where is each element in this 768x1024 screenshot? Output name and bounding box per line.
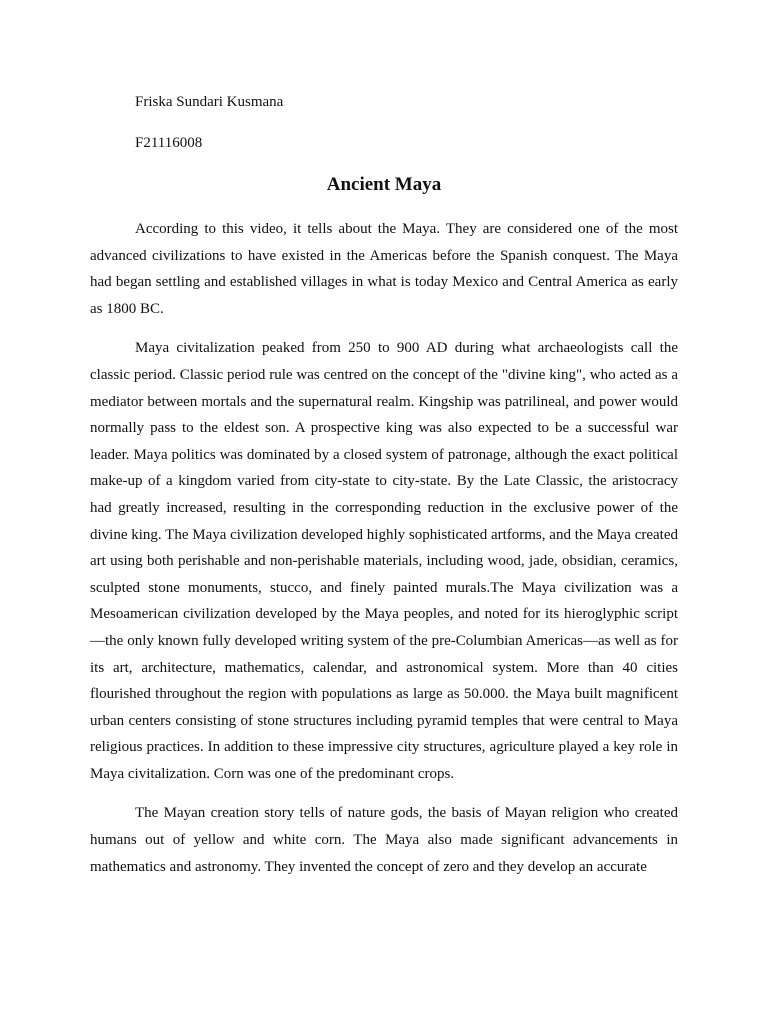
author-name: Friska Sundari Kusmana xyxy=(135,94,284,110)
paragraph-classic-period: Maya civitalization peaked from 250 to 900 AD during what archaeologists call the classic period. Classic period rule was centred on the concept of the "divine king", who acted as a mediator between mortals and the supernatural realm. Kingship was patrilineal, and power would normally pass to the eldest son. A prospective king was also expected to be a successful war leader. Maya politics was dominated by a closed system of patronage, although the exact political make-up of a kingdom varied from city-state to city-state. By the Late Classic, the aristocracy had greatly increased, resulting in the corresponding reduction in the exclusive power of the divine king. The Maya civilization developed highly sophisticated artforms, and the Maya created art using both perishable and non-perishable materials, including wood, jade, obsidian, ceramics, sculpted stone monuments, stucco, and finely painted murals.The Maya civilization was a Mesoamerican civilization developed by the Maya peoples, and noted for its hieroglyphic script—the only known fully developed writing system of the pre-Columbian Americas—as well as for its art, architecture, mathematics, calendar, and astronomical system. More than 40 cities flourished throughout the region with populations as large as 50.000. the Maya built magnificent urban centers consisting of stone structures including pyramid temples that were central to Maya religious practices. In addition to these impressive city structures, agriculture played a key role in Maya civitalization. Corn was one of the predominant crops. xyxy=(90,340,678,782)
document-body xyxy=(90,216,678,893)
document-title: Ancient Maya xyxy=(326,174,442,195)
paragraph-intro: According to this video, it tells about the Maya. They are considered one of the most advanced civilizations to have existed in the Americas before the Spanish conquest. The Maya had began settling and established villages in what is today Mexico and Central America as early as 1800 BC. xyxy=(90,221,678,317)
student-id: F21116008 xyxy=(135,135,203,151)
paragraph-creation-story: The Mayan creation story tells of nature gods, the basis of Mayan religion who created humans out of yellow and white corn. The Maya also made significant advancements in mathematics and astronomy. They invented the concept of zero and they develop an accurate xyxy=(90,805,678,875)
